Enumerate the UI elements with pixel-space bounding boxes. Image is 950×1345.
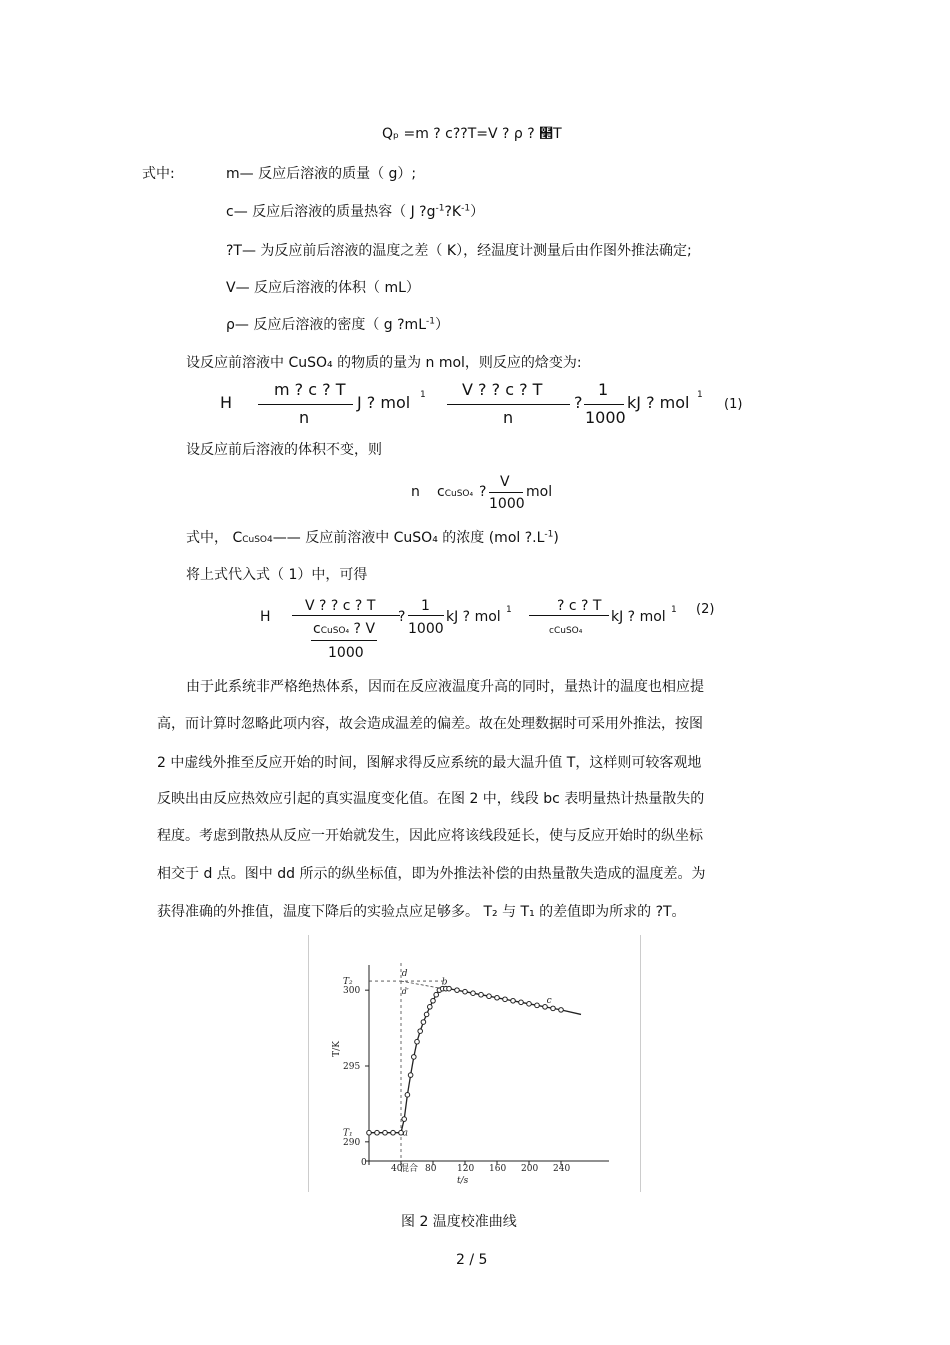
eqn-q: ? — [479, 484, 487, 500]
para-line-6: 相交于 d 点。图中 dd 所示的纵坐标值，即为外推法补偿的由热量散失造成的温度差。为 — [157, 866, 706, 882]
point-label-d-prime: d′ — [401, 987, 409, 997]
eq2-H: H — [260, 609, 271, 625]
eq1-sup1: 1 — [420, 390, 426, 400]
y-tick-label: 295 — [343, 1062, 361, 1072]
x-tick-label-240: 240 — [553, 1164, 571, 1174]
para-line-7: 获得准确的外推值，温度下降后的实验点应足够多。 T₂ 与 T₁ 的差值即为所求的 ?T。 — [157, 904, 686, 920]
x-tick-label-40: 40 — [391, 1164, 403, 1174]
paragraph-volume: 设反应前后溶液的体积不变，则 — [186, 442, 382, 458]
data-point — [479, 992, 484, 997]
para-line-1: 由于此系统非严格绝热体系，因而在反应液温度升高的同时，量热计的温度也相应提 — [186, 679, 704, 695]
para-line-4: 反映出由反应热效应引起的真实温度变化值。在图 2 中，线段 bc 表明量热计热量散失的 — [157, 791, 705, 807]
data-point — [527, 1002, 532, 1007]
def-c: c— 反应后溶液的质量热容（ J $?g^{-1}?K^{-1}$） — [226, 203, 485, 220]
eqn-n: n — [411, 484, 420, 500]
eq2-q: ? — [398, 609, 406, 625]
eq1-num3: 1 — [598, 380, 609, 399]
eq2-num2: 1 — [421, 598, 430, 614]
def-V: V— 反应后溶液的体积（ mL） — [226, 280, 420, 296]
x-tick-label-160: 160 — [489, 1164, 507, 1174]
eq1-num1: m ? c ? T — [274, 380, 346, 399]
data-point — [402, 1117, 407, 1122]
eq1-unit2: kJ ? mol — [627, 393, 690, 412]
y-tick-label: 300 — [343, 986, 361, 997]
data-point — [405, 1093, 410, 1098]
eq1-sup2: 1 — [697, 390, 703, 400]
x-axis-title: t/s — [457, 1176, 469, 1186]
eq1-tag: (1) — [724, 397, 743, 412]
y-tick-label: 290 — [343, 1137, 361, 1148]
data-point — [519, 1000, 524, 1005]
eq2-unit1: kJ ? mol — [446, 609, 501, 625]
data-point — [408, 1073, 413, 1078]
data-point — [471, 991, 476, 996]
y-label-T2: T₂ — [343, 977, 353, 988]
data-point — [511, 998, 516, 1003]
y-label-T1: T₁ — [343, 1128, 353, 1139]
eq2-den3: c — [549, 626, 554, 636]
data-point — [412, 1055, 417, 1060]
eqn-den: 1000 — [489, 496, 525, 512]
eq1-unit1: J ? mol — [357, 393, 411, 412]
x-tick-label-mix: 混合 — [400, 1164, 419, 1174]
data-point — [495, 995, 500, 1000]
figure-caption: 图 2 温度校准曲线 — [401, 1214, 517, 1230]
data-point — [383, 1130, 388, 1135]
data-point — [428, 1005, 433, 1010]
eq2-sup1: 1 — [506, 605, 512, 615]
data-point — [431, 998, 436, 1003]
eq2-num1: V ? ? c ? T — [305, 598, 376, 614]
x-tick-label-0: 0 — [361, 1158, 367, 1168]
data-point — [463, 989, 468, 994]
eq2-unit2: kJ ? mol — [611, 609, 666, 625]
eq2-den1a: c — [313, 621, 321, 637]
data-point — [559, 1008, 564, 1013]
eqn-csub: CuSO₄ — [444, 489, 474, 499]
eq1-den3: 1000 — [585, 408, 626, 427]
x-tick-label-120: 120 — [457, 1164, 475, 1174]
x-tick-label-200: 200 — [521, 1164, 539, 1174]
data-point — [551, 1006, 556, 1011]
para-line-3: 2 中虚线外推至反应开始的时间，图解求得反应系统的最大温升值 T，这样则可较客观地 — [157, 755, 702, 771]
eq1-H: H — [220, 393, 233, 412]
paragraph-enthalpy-intro: 设反应前溶液中 CuSO₄ 的物质的量为 n mol，则反应的焓变为: — [186, 355, 582, 371]
eq2-den3sub: CuSO₄ — [553, 626, 583, 636]
def-rho: ρ— 反应后溶液的密度（ g $?mL^{-1}$） — [226, 316, 449, 333]
eq1-den1: n — [299, 408, 310, 427]
eqn-c: c — [437, 484, 445, 500]
temperature-calibration-figure — [308, 935, 641, 1192]
eq2-tag: (2) — [696, 602, 715, 617]
calibration-chart — [309, 935, 640, 1192]
main-equation: Qₚ =m ? c??T=V ? ρ ? ໢T — [382, 126, 562, 142]
data-point — [535, 1003, 540, 1008]
def-dT: ?T— 为反应前后溶液的温度之差（ K），经温度计测量后由作图外推法确定; — [226, 243, 692, 259]
data-point — [487, 994, 492, 999]
eq2-sup2: 1 — [671, 605, 677, 615]
paragraph-substitute: 将上式代入式（ 1）中，可得 — [186, 567, 368, 583]
data-point — [418, 1029, 423, 1034]
point-label-d: d — [401, 969, 408, 980]
eqn-num: V — [500, 474, 510, 490]
eq1-num2: V ? ? c ? T — [462, 380, 543, 399]
eq2-den1c: 1000 — [328, 645, 364, 661]
bc-line-extension — [561, 1010, 581, 1015]
data-point — [415, 1039, 420, 1044]
point-label-c: c — [546, 995, 552, 1006]
def-m: m— 反应后溶液的质量（ g）; — [226, 166, 417, 182]
x-tick-label-80: 80 — [425, 1164, 437, 1174]
temperature-curve — [369, 989, 561, 1133]
data-point — [455, 988, 460, 993]
data-point — [503, 997, 508, 1002]
data-point — [421, 1020, 426, 1025]
where-label: 式中: — [142, 166, 175, 182]
eqn-unit: mol — [526, 484, 553, 500]
y-axis-title: T/K — [332, 1041, 342, 1057]
eq1-den2: n — [503, 408, 514, 427]
eq1-q: ? — [574, 393, 583, 412]
data-point — [424, 1012, 429, 1017]
data-point — [375, 1130, 380, 1135]
page-number: 2 / 5 — [456, 1252, 488, 1268]
eq2-den1sub: CuSO₄ — [320, 626, 350, 636]
eq2-den1b: ? V — [349, 621, 376, 637]
para-line-2: 高，而计算时忽略此项内容，故会造成温差的偏差。故在处理数据时可采用外推法，按图 — [157, 716, 703, 732]
point-label-a: a — [402, 1128, 408, 1139]
eq2-den2: 1000 — [408, 621, 444, 637]
data-point — [391, 1130, 396, 1135]
data-point — [367, 1130, 372, 1135]
eq2-num3: ? c ? T — [557, 598, 602, 614]
paragraph-concentration: 式中， CCuSO4—— 反应前溶液中 CuSO₄ 的浓度 (mol $?.L^{-1}$) — [186, 529, 559, 546]
para-line-5: 程度。考虑到散热从反应一开始就发生，因此应将该线段延长，使与反应开始时的纵坐标 — [157, 828, 703, 844]
data-point — [434, 992, 439, 997]
point-label-b: b — [441, 977, 448, 988]
